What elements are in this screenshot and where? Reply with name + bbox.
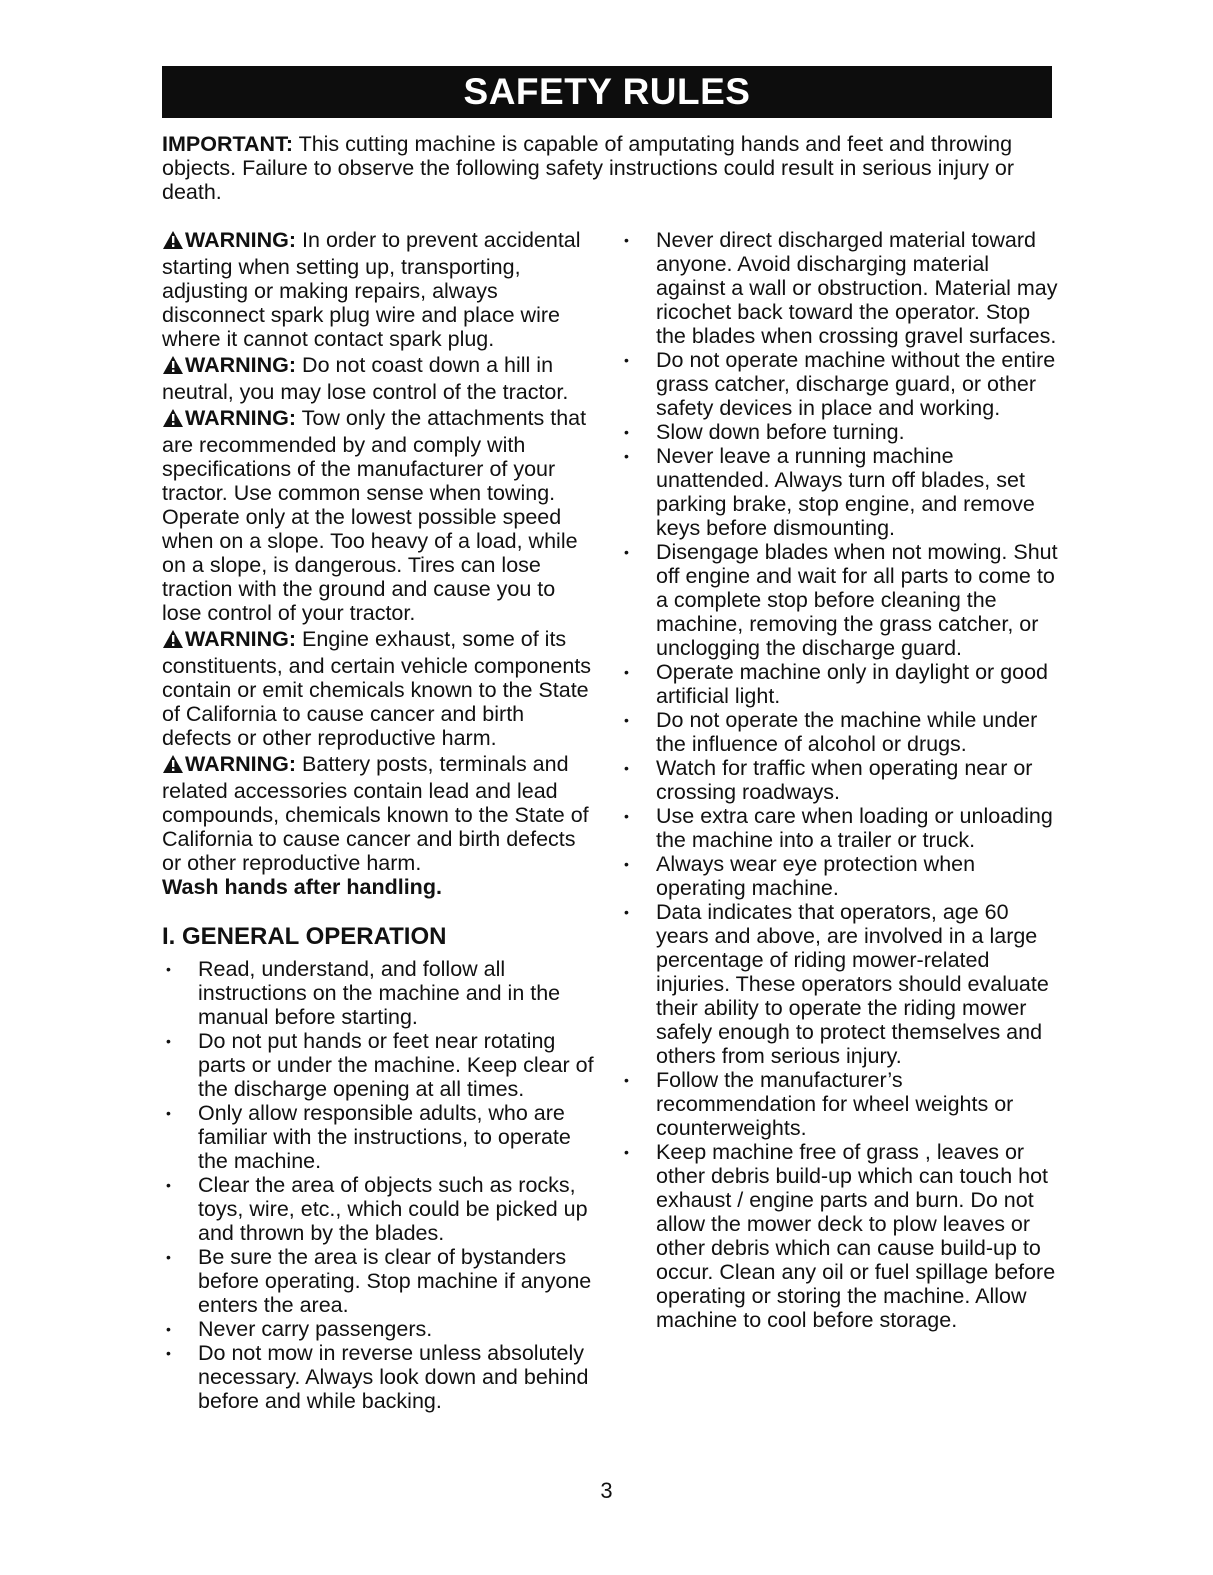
warning-text: Battery posts, terminals and related accessories contain lead and lead compounds, chemicals known to the State of California to cause cancer and birth defects or other reproductive harm. — [162, 752, 589, 875]
warning-label: WARNING: — [185, 353, 297, 377]
warning-block — [162, 353, 594, 404]
list-item: • Watch for traffic when operating near or crossing roadways. — [620, 756, 1060, 804]
warning-triangle-icon — [162, 629, 184, 654]
warning-triangle-icon — [162, 230, 184, 255]
intro-text: This cutting machine is capable of amputating hands and feet and throwing objects. Failure to observe the following safety instructions could result in serious injury or death. — [162, 132, 1015, 204]
warning-block — [162, 627, 594, 750]
list-item: • Do not mow in reverse unless absolutely necessary. Always look down and behind before and while backing. — [162, 1341, 594, 1413]
warning-block — [162, 752, 594, 899]
page-number: 3 — [600, 1478, 613, 1503]
warning-triangle-icon — [162, 408, 184, 433]
warning-triangle-icon — [162, 754, 184, 779]
list-item: • Do not operate the machine while under the influence of alcohol or drugs. — [620, 708, 1060, 756]
warning-block — [162, 406, 594, 625]
page-title: SAFETY RULES — [463, 71, 751, 112]
right-column — [620, 228, 1060, 1332]
warning-text: In order to prevent accidental starting when setting up, transporting, adjusting or making repairs, always disconnect spark plug wire and place wire where it cannot contact spark plug. — [162, 228, 581, 351]
list-item: • Follow the manufacturer’s recommendation for wheel weights or counterweights. — [620, 1068, 1060, 1140]
list-item: • Operate machine only in daylight or good artificial light. — [620, 660, 1060, 708]
list-item: • Never direct discharged material toward anyone. Avoid discharging material against a wall or obstruction. Material may ricochet back toward the operator. Stop the blades when crossing gravel surfaces. — [620, 228, 1060, 348]
list-item: • Do not operate machine without the entire grass catcher, discharge guard, or other safety devices in place and working. — [620, 348, 1060, 420]
intro-paragraph — [162, 132, 1057, 204]
general-operation-list-left — [162, 957, 594, 1413]
warning-block — [162, 228, 594, 351]
list-item: • Do not put hands or feet near rotating parts or under the machine. Keep clear of the discharge opening at all times. — [162, 1029, 594, 1101]
list-item: • Data indicates that operators, age 60 years and above, are involved in a large percentage of riding mower-related injuries. These operators should evaluate their ability to operate the riding mower safely enough to protect themselves and others from serious injury. — [620, 900, 1060, 1068]
list-item: • Be sure the area is clear of bystanders before operating. Stop machine if anyone enters the area. — [162, 1245, 594, 1317]
warning-label: WARNING: — [185, 406, 297, 430]
warning-label: WARNING: — [185, 228, 297, 252]
section-heading: I. GENERAL OPERATION — [162, 923, 447, 950]
list-item: • Only allow responsible adults, who are familiar with the instructions, to operate the machine. — [162, 1101, 594, 1173]
intro-lead: IMPORTANT: — [162, 132, 293, 156]
warning-label: WARNING: — [185, 752, 297, 776]
warning-text: Do not coast down a hill in neutral, you may lose control of the tractor. — [162, 353, 569, 404]
title-banner — [162, 66, 1052, 118]
general-operation-list-right — [620, 228, 1060, 1332]
list-item: • Never carry passengers. — [162, 1317, 594, 1341]
warning-label: WARNING: — [185, 627, 297, 651]
list-item: • Slow down before turning. — [620, 420, 1060, 444]
left-column — [162, 228, 594, 1413]
list-item: • Read, understand, and follow all instructions on the machine and in the manual before starting. — [162, 957, 594, 1029]
warning-text: Engine exhaust, some of its constituents, and certain vehicle components contain or emit chemicals known to the State of California to cause cancer and birth defects or other reproductive harm. — [162, 627, 592, 750]
list-item: • Clear the area of objects such as rocks, toys, wire, etc., which could be picked up and thrown by the blades. — [162, 1173, 594, 1245]
list-item: • Always wear eye protection when operating machine. — [620, 852, 1060, 900]
warning-triangle-icon — [162, 355, 184, 380]
list-item: • Use extra care when loading or unloading the machine into a trailer or truck. — [620, 804, 1060, 852]
warning-emphasis: Wash hands after handling. — [162, 875, 442, 899]
list-item: • Keep machine free of grass , leaves or other debris build-up which can touch hot exhaust / engine parts and burn. Do not allow the mower deck to plow leaves or other debris which can cause build-up to occur. Clean any oil or fuel spillage before operating or storing the machine. Allow machine to cool before storage. — [620, 1140, 1060, 1332]
list-item: • Disengage blades when not mowing. Shut off engine and wait for all parts to come to a complete stop before cleaning the machine, removing the grass catcher, or unclogging the discharge guard. — [620, 540, 1060, 660]
warning-text: Tow only the attachments that are recommended by and comply with specifications of the manufacturer of your tractor. Use common sense when towing. Operate only at the lowest possible speed when on a slope. Too heavy of a load, while on a slope, is dangerous. Tires can lose traction with the ground and cause you to lose control of your tractor. — [162, 406, 587, 625]
list-item: • Never leave a running machine unattended. Always turn off blades, set parking brake, stop engine, and remove keys before dismounting. — [620, 444, 1060, 540]
